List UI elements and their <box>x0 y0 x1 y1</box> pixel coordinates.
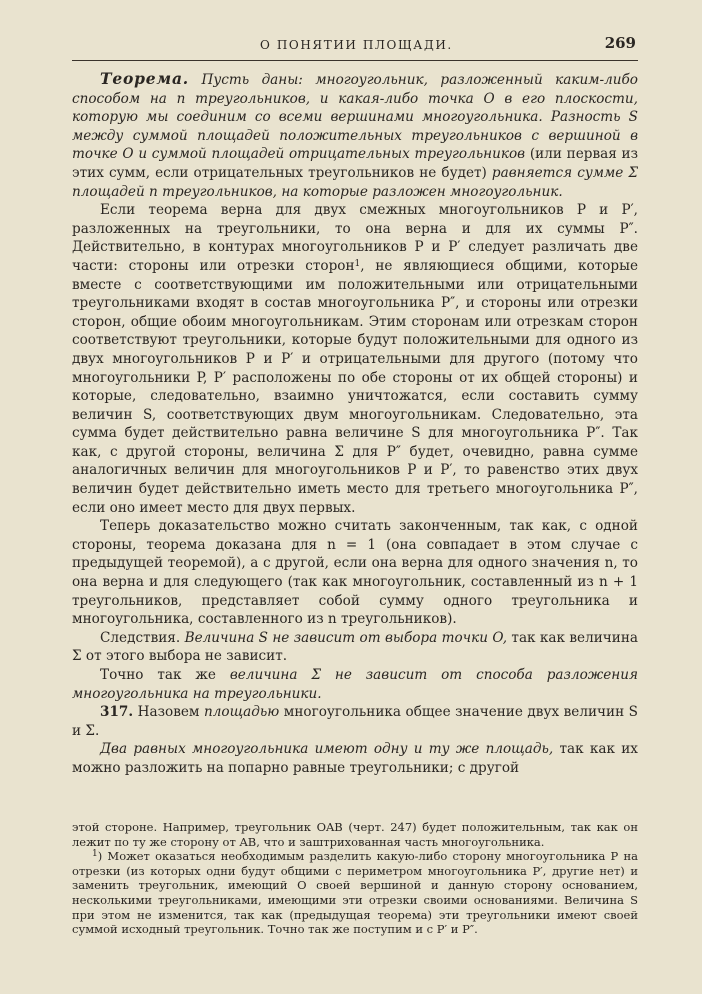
main-text <box>72 70 638 778</box>
section-317-paragraph <box>72 703 638 740</box>
sigma-independence-paragraph <box>72 666 638 703</box>
corollary-statement: Величина S не зависит от выбора точки O, <box>184 629 508 646</box>
theorem-statement-1: Пусть даны: многоугольник, разложенный каким-либо способом на n треугольников, и какая-либо точка O в его плоскости, которую мы соединим со всеми вершинами многоугольника. Разность S между суммой площадей положительных треугольников с вершиной в точке O и суммой площадей отрицательных треугольников <box>72 72 638 163</box>
footnote-1 <box>72 849 638 937</box>
footnote-1-text: ) Может оказаться необходимым разделить какую-либо сторону многоугольника P на отрезки (из которых одни будут общими с периметром многоугольника P′, другие нет) и заменить треугольник, имеющий O своей вершиной и данную сторону основанием, несколькими треугольниками, имеющими эти отрезки своими основаниями. Величина S при этом не изменится, так как (предыдущая теорема) эти треугольники имеют своей суммой исходный треугольник. Точно так же поступим и с P′ и P″. <box>72 849 638 937</box>
equal-polygons-reason: так как их можно разложить на попарно равные треугольники; с другой <box>72 741 638 776</box>
running-header <box>72 34 638 61</box>
corollary-label: Следствия. <box>100 629 185 646</box>
corollary-reason: так как величина Σ от этого выбора не зависит. <box>72 629 638 665</box>
page-number: 269 <box>604 34 636 52</box>
sigma-lead: Точно так же <box>100 667 230 683</box>
theorem-parenthetical: (или первая из этих сумм, если отрицательных треугольников не будет) <box>72 146 638 181</box>
sigma-statement: величина Σ не зависит от способа разложения многоугольника на треугольники. <box>72 667 638 702</box>
footnotes <box>72 820 638 937</box>
proof-paragraph <box>72 201 638 517</box>
section-number: 317. <box>100 704 134 721</box>
proof-text-2: , не являющиеся общими, которые вместе с соответствующими им положительными или отрицательными треугольниками входят в состав многоугольника P″, и стороны или отрезки сторон, общие обоим многоугольникам. Этим сторонам или отрезкам сторон соответствуют треугольники, которые будут положительными для одного из двух многоугольников P и P′ и отрицательными для другого (потому что многоугольники P, P′ расположены по обе стороны от их общей стороны) и которые, следовательно, взаимно уничтожатся, если составить сумму величин S, соответствующих двум многоугольникам. Следовательно, эта сумма будет действительно равна величине S для многоугольника P″. Так как, с другой стороны, величина Σ для P″ будет, очевидно, равна сумме аналогичных величин для многоугольников P и P′, то равенство этих двух величин будет действительно иметь место для третьего многоугольника P″, если оно имеет место для двух первых. <box>72 257 638 516</box>
proof-text-1: Если теорема верна для двух смежных многоугольников P и P′, разложенных на треугольники, то она верна и для их суммы P″. Действительно, в контурах многоугольников P и P′ следует различать две части: стороны или отрезки сторон <box>72 202 638 274</box>
theorem-statement-2: равняется сумме Σ площадей n треугольников, на которые разложен многоугольник. <box>72 164 639 200</box>
footnote-mark: 1 <box>92 849 98 860</box>
footnote-ref: 1 <box>354 258 361 269</box>
defined-term: площадью <box>203 704 280 721</box>
theorem-paragraph <box>72 70 638 201</box>
section-text-1: Назовем <box>133 704 204 721</box>
equal-polygons-statement: Два равных многоугольника имеют одну и ту же площадь, <box>100 741 554 758</box>
section-text-2: многоугольника общее значение двух величин S и Σ. <box>72 704 638 739</box>
footnote-continuation: этой стороне. Например, треугольник OAB (черт. 247) будет положительным, так как он лежит по ту же сторону от AB, что и заштрихованная часть многоугольника. <box>72 820 638 849</box>
corollary-paragraph <box>72 629 638 666</box>
induction-paragraph: Теперь доказательство можно считать законченным, так как, с одной стороны, теорема доказана для n = 1 (она совпадает в этом случае с предыдущей теоремой), а с другой, если она верна для одного значения n, то она верна и для следующего (так как многоугольник, составленный из n + 1 треугольников, представляет собой сумму одного треугольника и многоугольника, составленного из n треугольников). <box>72 518 638 628</box>
equal-polygons-paragraph <box>72 740 638 777</box>
running-title: О ПОНЯТИИ ПЛОЩАДИ. <box>260 38 453 52</box>
book-page <box>72 30 638 970</box>
theorem-heading: Теорема. <box>100 69 190 88</box>
